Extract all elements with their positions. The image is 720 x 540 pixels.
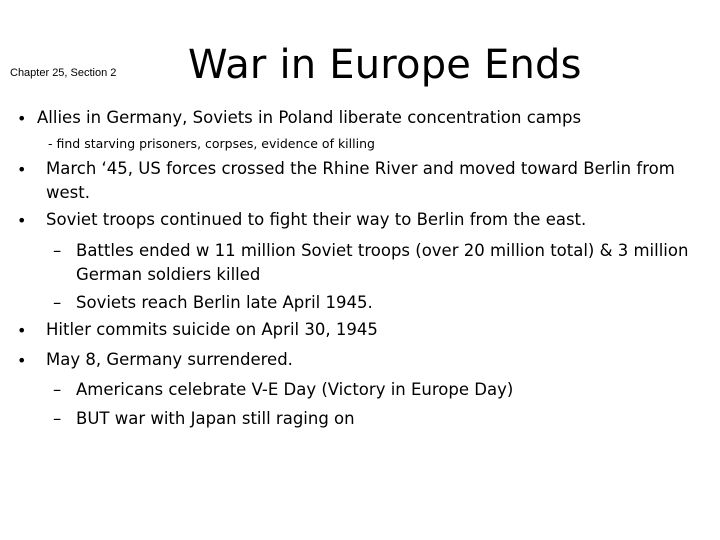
bullet-marker: • <box>17 321 27 340</box>
bullet-4-text: Hitler commits suicide on April 30, 1945 <box>46 320 378 339</box>
bullet-3-sub-1-line-1: Battles ended w 11 million Soviet troops (over 20 million total) & 3 million <box>76 241 689 260</box>
bullet-5-text: May 8, Germany surrendered. <box>46 350 293 369</box>
bullet-marker: • <box>17 160 27 179</box>
sub-bullet-dash: – <box>53 409 62 428</box>
bullet-marker: • <box>17 109 27 128</box>
sub-bullet-dash: – <box>53 380 62 399</box>
section-label: Chapter 25, Section 2 <box>10 67 117 79</box>
bullet-3-sub-1-line-2: German soldiers killed <box>76 265 261 284</box>
bullet-marker: • <box>17 211 27 230</box>
bullet-marker: • <box>17 351 27 370</box>
bullet-3-sub-2: Soviets reach Berlin late April 1945. <box>76 293 373 312</box>
sub-bullet-dash: – <box>53 293 62 312</box>
slide-title: War in Europe Ends <box>188 42 582 88</box>
sub-bullet-dash: – <box>53 241 62 260</box>
bullet-3-text: Soviet troops continued to fight their way to Berlin from the east. <box>46 210 587 229</box>
bullet-2-line-1: March ‘45, US forces crossed the Rhine River and moved toward Berlin from <box>46 159 675 178</box>
bullet-5-sub-2: BUT war with Japan still raging on <box>76 409 355 428</box>
bullet-2-line-2: west. <box>46 183 90 202</box>
bullet-1-text: Allies in Germany, Soviets in Poland liberate concentration camps <box>37 108 582 127</box>
bullet-5-sub-1: Americans celebrate V-E Day (Victory in Europe Day) <box>76 380 514 399</box>
bullet-1-note: - find starving prisoners, corpses, evidence of killing <box>48 136 375 151</box>
